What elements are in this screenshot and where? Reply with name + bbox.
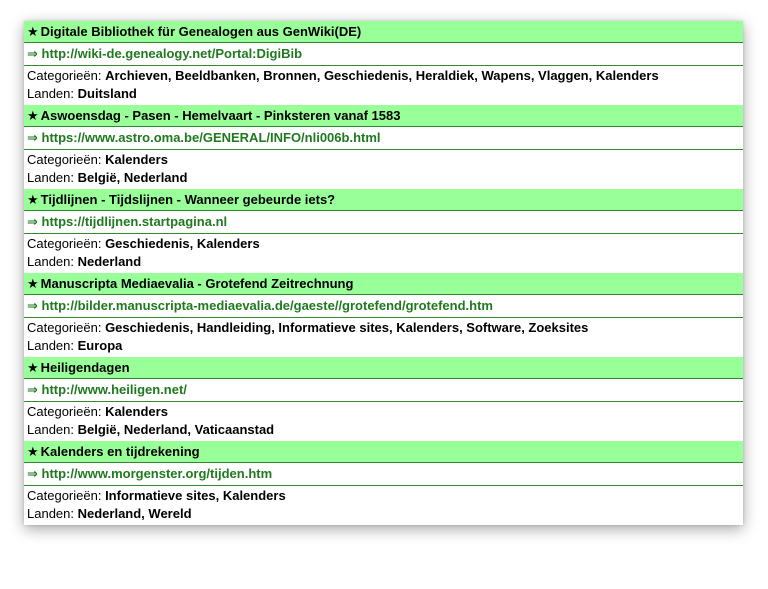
entry-link[interactable]: http://bilder.manuscripta-mediaevalia.de/gaeste//grotefend/grotefend.htm: [41, 298, 493, 313]
categories-value: Geschiedenis, Kalenders: [105, 236, 260, 251]
categories-value: Kalenders: [105, 404, 168, 419]
star-icon: ★: [27, 108, 39, 123]
countries-value: België, Nederland: [77, 170, 188, 185]
entry-url-row: ⇒ http://www.morgenster.org/tijden.htm: [24, 463, 743, 486]
entry-meta: [24, 402, 743, 441]
entry-title: Manuscripta Mediaevalia - Grotefend Zeitrechnung: [40, 276, 354, 291]
entry-link[interactable]: http://www.heiligen.net/: [41, 382, 187, 397]
countries-label: Landen:: [27, 422, 78, 437]
countries-label: Landen:: [27, 86, 78, 101]
categories-label: Categorieën:: [27, 236, 106, 251]
entry-link[interactable]: https://www.astro.oma.be/GENERAL/INFO/nli006b.html: [41, 130, 381, 145]
entry-title: Kalenders en tijdrekening: [40, 444, 200, 459]
star-icon: ★: [27, 276, 39, 291]
entry-title-row: [24, 105, 743, 127]
categories-value: Archieven, Beeldbanken, Bronnen, Geschiedenis, Heraldiek, Wapens, Vlaggen, Kalenders: [105, 68, 659, 83]
entry-meta: [24, 486, 743, 525]
entry-title: Aswoensdag - Pasen - Hemelvaart - Pinksteren vanaf 1583: [40, 108, 401, 123]
categories-value: Kalenders: [105, 152, 168, 167]
link-list-card: [24, 21, 743, 525]
categories-label: Categorieën:: [27, 68, 106, 83]
categories-label: Categorieën:: [27, 404, 106, 419]
categories-value: Geschiedenis, Handleiding, Informatieve sites, Kalenders, Software, Zoeksites: [105, 320, 589, 335]
entry-meta: [24, 66, 743, 105]
entry-title-row: [24, 189, 743, 211]
entry-url-row: ⇒ http://www.heiligen.net/: [24, 379, 743, 402]
entry: [24, 273, 743, 357]
entry-title-row: [24, 273, 743, 295]
entry-link[interactable]: http://wiki-de.genealogy.net/Portal:DigiBib: [41, 46, 303, 61]
categories-label: Categorieën:: [27, 152, 106, 167]
categories-label: Categorieën:: [27, 488, 106, 503]
countries-label: Landen:: [27, 506, 78, 521]
entry-title-row: [24, 357, 743, 379]
entry: [24, 189, 743, 273]
entry-title-row: [24, 441, 743, 463]
entry-url-row: ⇒ https://tijdlijnen.startpagina.nl: [24, 211, 743, 234]
entry-url-row: ⇒ http://wiki-de.genealogy.net/Portal:DigiBib: [24, 43, 743, 66]
entry-title: Digitale Bibliothek für Genealogen aus GenWiki(DE): [40, 24, 362, 39]
entry: [24, 21, 743, 105]
countries-value: Duitsland: [77, 86, 137, 101]
countries-value: Nederland, Wereld: [77, 506, 192, 521]
entry-url-row: ⇒ https://www.astro.oma.be/GENERAL/INFO/nli006b.html: [24, 127, 743, 150]
star-icon: ★: [27, 360, 39, 375]
countries-label: Landen:: [27, 254, 78, 269]
entry-title: Heiligendagen: [40, 360, 130, 375]
countries-value: Nederland: [77, 254, 142, 269]
countries-label: Landen:: [27, 338, 78, 353]
entry-link[interactable]: https://tijdlijnen.startpagina.nl: [41, 214, 228, 229]
entry-meta: [24, 318, 743, 357]
entry: [24, 105, 743, 189]
entry: [24, 357, 743, 441]
entry-meta: [24, 150, 743, 189]
categories-label: Categorieën:: [27, 320, 106, 335]
star-icon: ★: [27, 24, 39, 39]
entry-url-row: ⇒ http://bilder.manuscripta-mediaevalia.de/gaeste//grotefend/grotefend.htm: [24, 295, 743, 318]
star-icon: ★: [27, 192, 39, 207]
countries-label: Landen:: [27, 170, 78, 185]
star-icon: ★: [27, 444, 39, 459]
entry-link[interactable]: http://www.morgenster.org/tijden.htm: [41, 466, 273, 481]
entry: [24, 441, 743, 525]
entry-meta: [24, 234, 743, 273]
categories-value: Informatieve sites, Kalenders: [105, 488, 286, 503]
entry-title-row: [24, 21, 743, 43]
countries-value: België, Nederland, Vaticaanstad: [77, 422, 275, 437]
entry-title: Tijdlijnen - Tijdslijnen - Wanneer gebeurde iets?: [40, 192, 336, 207]
countries-value: Europa: [77, 338, 123, 353]
